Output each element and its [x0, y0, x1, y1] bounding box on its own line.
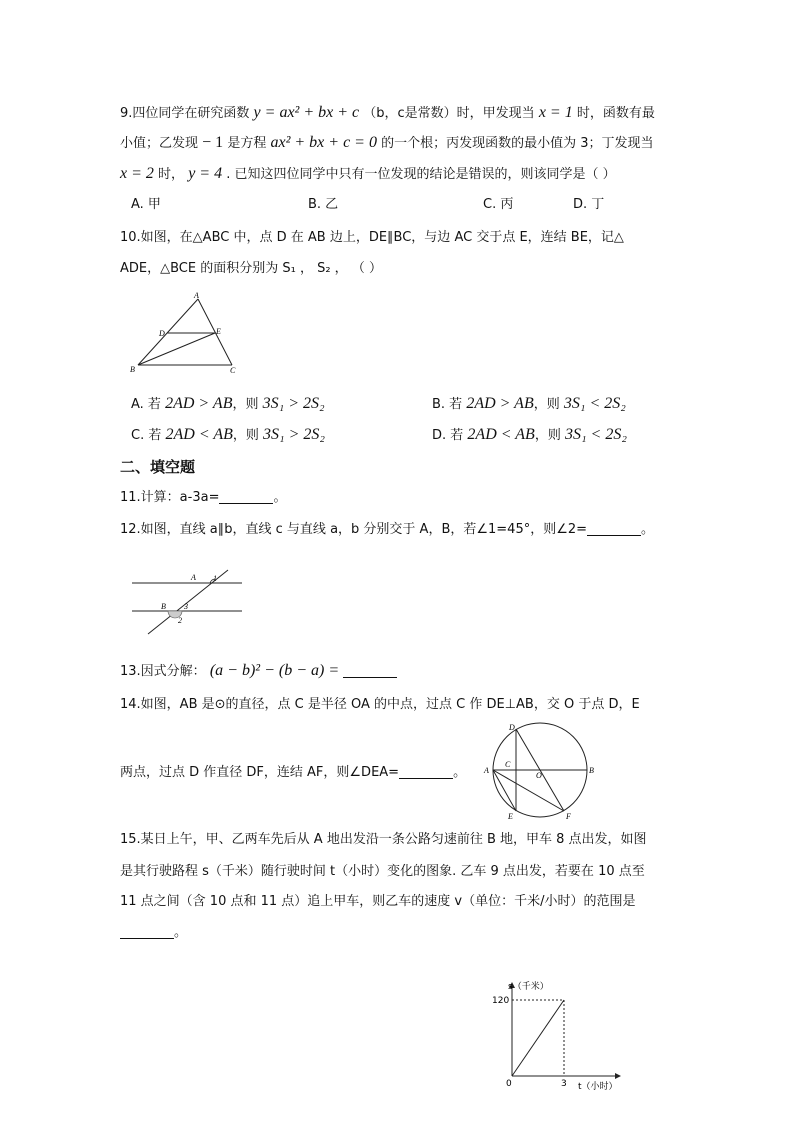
label-c: C [505, 760, 511, 769]
x-tick-label: 3 [561, 1079, 567, 1089]
q13-answer-blank[interactable] [343, 663, 397, 678]
q15-answer-blank[interactable] [120, 924, 174, 939]
q11-end: 。 [273, 490, 287, 505]
q13-text: 13.因式分解： [120, 664, 206, 679]
q10-line-1: 10.如图，在△ABC 中，点 D 在 AB 边上，DE∥BC，与边 AC 交于点 E，连结 BE，记△ [120, 230, 624, 245]
q12 [120, 520, 654, 540]
option-text: B. 若 [432, 397, 463, 412]
x-axis-label: t（小时） [578, 1082, 618, 1092]
option-condition: 2AD > AB [165, 395, 233, 412]
q9-option-a[interactable]: A. 甲 [131, 197, 161, 212]
label-f: F [566, 812, 571, 820]
q13 [120, 661, 397, 682]
q11 [120, 488, 286, 508]
q11-text: 11.计算：a-3a= [120, 490, 220, 505]
option-result: 3S₁ > 2S₂ [263, 426, 325, 443]
label-2: 2 [178, 616, 182, 625]
y-axis-label: s（千米） [508, 982, 549, 992]
q9-y-equals-4: y = 4 [188, 165, 223, 182]
q9-option-b[interactable]: B. 乙 [308, 197, 339, 212]
label-e: E [508, 812, 513, 820]
q9-text: . 已知这四位同学中只有一位发现的结论是错误的，则该同学是（ ） [226, 167, 616, 182]
option-condition: 2AD < AB [467, 426, 535, 443]
q10-option-a[interactable] [131, 394, 325, 415]
q15-distance-time-chart [470, 975, 650, 1095]
q9-text: 是方程 [227, 136, 267, 151]
q9-text: 小值；乙发现 [120, 136, 199, 151]
series-line [512, 1000, 564, 1076]
label-b: B [589, 766, 594, 775]
q9-text: 时，函数有最 [576, 106, 655, 121]
q10-triangle-figure [122, 288, 252, 380]
q15-line-2: 是其行驶路程 s（千米）随行驶时间 t（小时）变化的图象. 乙车 9 点出发，若要在 10 点至 [120, 864, 645, 879]
label-c: C [230, 366, 236, 375]
q12-text: 12.如图，直线 a∥b，直线 c 与直线 a，b 分别交于 A，B，若∠1=45°，则∠2= [120, 522, 588, 537]
label-3: 3 [184, 602, 188, 611]
q14-line-1: 14.如图，AB 是⊙的直径，点 C 是半径 OA 的中点，过点 C 作 DE⊥AB，交 O 于点 D，E [120, 697, 640, 712]
section-heading: 二、填空题 [120, 458, 196, 476]
q15-line-3: 11 点之间（含 10 点和 11 点）追上甲车，则乙车的速度 v（单位：千米/小时）的范围是 [120, 894, 636, 909]
label-e: E [216, 327, 221, 336]
q9-line-3 [120, 164, 616, 185]
q15-end: 。 [174, 925, 188, 940]
q15-line-1: 15.某日上午，甲、乙两车先后从 A 地出发沿一条公路匀速前往 B 地，甲车 8 点出发，如图 [120, 832, 647, 847]
option-text: ，则 [232, 428, 259, 443]
q9-text: 9.四位同学在研究函数 [120, 106, 250, 121]
q10-option-c[interactable] [131, 425, 325, 446]
option-text: C. 若 [131, 428, 162, 443]
q11-answer-blank[interactable] [219, 489, 273, 504]
option-text: ，则 [232, 397, 259, 412]
label-a: A [194, 291, 199, 300]
option-condition: 2AD < AB [165, 426, 233, 443]
q9-text: 的一个根；丙发现函数的最小值为 3；丁发现当 [381, 136, 654, 151]
q9-line-1 [120, 103, 655, 124]
option-result: 3S₁ > 2S₂ [262, 395, 325, 412]
label-b: B [161, 602, 166, 611]
label-a: A [191, 573, 196, 582]
option-result: 3S₁ < 2S₂ [563, 395, 626, 412]
label-b: B [130, 365, 135, 374]
q10-option-b[interactable] [432, 394, 626, 415]
q9-option-d[interactable]: D. 丁 [573, 197, 605, 212]
q14-circle-figure [481, 720, 601, 820]
option-condition: 2AD > AB [466, 395, 534, 412]
label-a: A [484, 766, 489, 775]
q10-line-2: ADE，△BCE 的面积分别为 S₁ ， S₂ ， （ ） [120, 261, 382, 276]
q14-text: 两点，过点 D 作直径 DF，连结 AF，则∠DEA= [120, 765, 400, 780]
q14-end: 。 [453, 765, 467, 780]
y-tick-label: 120 [492, 996, 510, 1006]
label-o: O [536, 771, 542, 780]
q9-option-c[interactable]: C. 丙 [483, 197, 514, 212]
x-tick-label: 0 [506, 1079, 512, 1089]
q12-parallel-lines-figure [124, 566, 246, 638]
option-text: ，则 [533, 397, 560, 412]
q15-line-4 [120, 923, 187, 943]
label-d: D [509, 723, 515, 732]
label-1: 1 [213, 574, 217, 583]
q9-function: y = ax² + bx + c [253, 104, 360, 121]
q9-text: （b，c是常数）时，甲发现当 [363, 106, 535, 121]
q13-expression: (a − b)² − (b − a) = [209, 662, 340, 679]
q9-neg-one: − 1 [202, 134, 224, 151]
option-result: 3S₁ < 2S₂ [564, 426, 627, 443]
option-text: ，则 [534, 428, 561, 443]
q9-text: 时， [158, 167, 185, 182]
q14-line-2 [120, 763, 466, 783]
q9-x-equals-2: x = 2 [120, 165, 154, 182]
q9-line-2 [120, 133, 654, 154]
option-text: D. 若 [432, 428, 464, 443]
q12-end: 。 [641, 522, 655, 537]
option-text: A. 若 [131, 397, 161, 412]
q10-option-d[interactable] [432, 425, 627, 446]
q12-answer-blank[interactable] [587, 521, 641, 536]
label-d: D [159, 329, 165, 338]
q14-answer-blank[interactable] [399, 764, 453, 779]
q9-x-equals-1: x = 1 [538, 104, 573, 121]
q9-equation: ax² + bx + c = 0 [270, 134, 377, 151]
